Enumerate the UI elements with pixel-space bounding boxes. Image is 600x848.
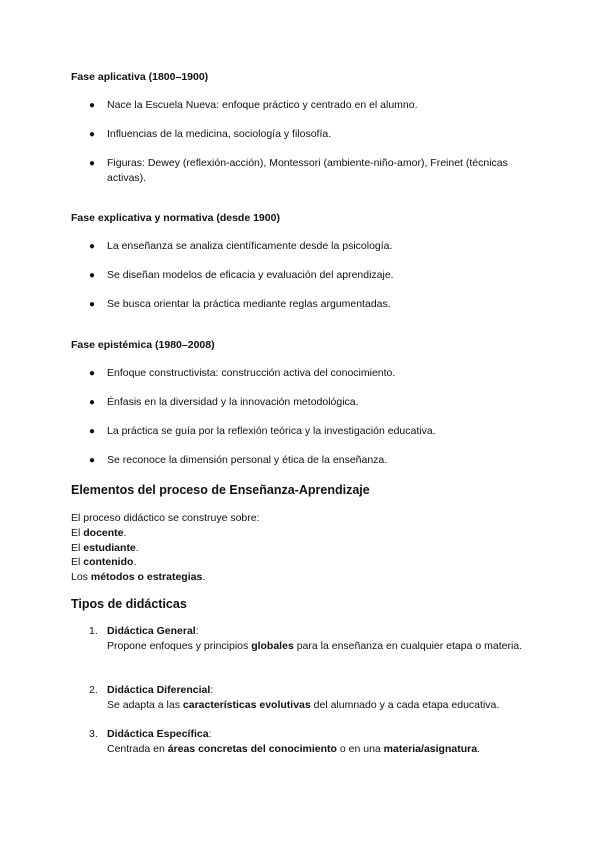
item-number: 1.: [89, 625, 98, 637]
bullet-icon: ●: [89, 397, 96, 408]
list-item: 1. Didáctica General: Propone enfoques y principios globales para la enseñanza en cualquier etapa o materia.: [89, 625, 523, 652]
list-item: ● Se reconoce la dimensión personal y ética de la enseñanza.: [89, 454, 388, 466]
element-line: El docente.: [71, 527, 127, 539]
list-item: 2. Didáctica Diferencial: Se adapta a las características evolutivas del alumnado y a cada etapa educativa.: [89, 684, 500, 711]
bullet-icon: ●: [89, 158, 96, 169]
list-item: ● La enseñanza se analiza científicamente desde la psicología.: [89, 240, 393, 252]
intro-text: El proceso didáctico se construye sobre:: [71, 512, 260, 524]
item-number: 3.: [89, 728, 98, 740]
list-item: ● Nace la Escuela Nueva: enfoque práctico y centrado en el alumno.: [89, 99, 418, 111]
bullet-icon: ●: [89, 455, 96, 466]
list-item: 3. Didáctica Específica: Centrada en áreas concretas del conocimiento o en una materia/asignatura.: [89, 728, 480, 755]
list-item: ● Enfoque constructivista: construcción activa del conocimiento.: [89, 367, 396, 379]
bullet-icon: ●: [89, 100, 96, 111]
phase-heading: Fase aplicativa (1800–1900): [71, 71, 209, 83]
list-item: ● Figuras: Dewey (reflexión-acción), Montessori (ambiente-niño-amor), Freinet (técnicas activas).: [89, 157, 508, 184]
bullet-icon: ●: [89, 129, 96, 140]
phase-heading: Fase explicativa y normativa (desde 1900): [71, 212, 280, 224]
item-number: 2.: [89, 684, 98, 696]
section-title: Elementos del proceso de Enseñanza-Aprendizaje: [71, 483, 370, 497]
phase-heading: Fase epistémica (1980–2008): [71, 339, 215, 351]
section-title: Tipos de didácticas: [71, 597, 187, 611]
bullet-icon: ●: [89, 426, 96, 437]
bullet-icon: ●: [89, 299, 96, 310]
bullet-icon: ●: [89, 368, 96, 379]
bullet-icon: ●: [89, 241, 96, 252]
list-item: ● Énfasis en la diversidad y la innovación metodológica.: [89, 396, 359, 408]
list-item: ● Se diseñan modelos de eficacia y evaluación del aprendizaje.: [89, 269, 394, 281]
list-item: ● Influencias de la medicina, sociología y filosofía.: [89, 128, 332, 140]
element-line: El contenido.: [71, 556, 137, 568]
list-item: ● Se busca orientar la práctica mediante reglas argumentadas.: [89, 298, 391, 310]
element-line: Los métodos o estrategias.: [71, 571, 206, 583]
element-line: El estudiante.: [71, 542, 139, 554]
list-item: ● La práctica se guía por la reflexión teórica y la investigación educativa.: [89, 425, 436, 437]
bullet-icon: ●: [89, 270, 96, 281]
